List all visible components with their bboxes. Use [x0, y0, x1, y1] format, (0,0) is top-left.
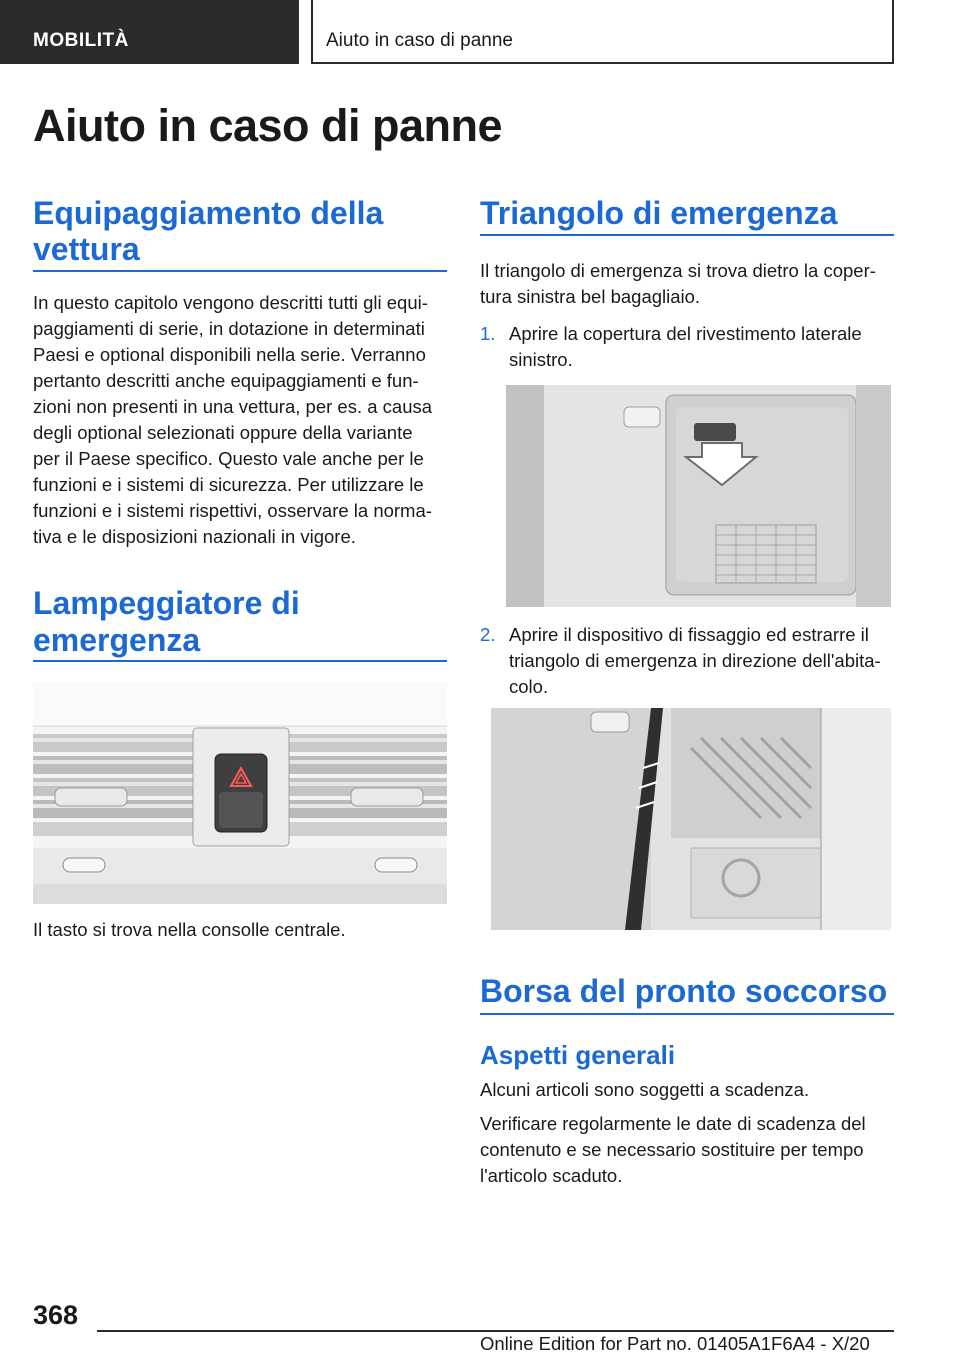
footer-rule: [97, 1330, 894, 1332]
first-aid-paragraph-2: contenuto e se necessario sostituire per tempo: [480, 1139, 864, 1160]
header-section-tab: [0, 0, 299, 64]
section-rule: [480, 234, 894, 236]
header-chapter-label: Aiuto in caso di panne: [326, 30, 513, 51]
step-1-text: sinistro.: [509, 349, 573, 370]
triangle-intro-line: Il triangolo di emergenza si trova dietro la coper‐: [480, 260, 876, 281]
equipment-line: Paesi e optional disponibili nella serie. Verranno: [33, 344, 426, 365]
triangle-removal-illustration: [491, 708, 891, 930]
header-chapter-tab: [311, 0, 894, 64]
first-aid-paragraph-1: Alcuni articoli sono soggetti a scadenza.: [480, 1079, 810, 1100]
subsection-title-general: Aspetti generali: [480, 1040, 676, 1070]
equipment-line: paggiamenti di serie, in dotazione in determinati: [33, 318, 425, 339]
section-title-first-aid: Borsa del pronto soccorso: [480, 973, 888, 1009]
hazard-caption: Il tasto si trova nella consolle centrale.: [33, 919, 346, 940]
step-2-text: colo.: [509, 676, 549, 697]
equipment-line: pertanto descritti anche equipaggiamenti e fun‐: [33, 370, 419, 391]
equipment-line: funzioni e i sistemi di sicurezza. Per utilizzare le: [33, 474, 424, 495]
step-2-number: 2.: [480, 624, 496, 645]
header-section-label: MOBILITÀ: [33, 30, 129, 51]
section-rule: [480, 1013, 894, 1015]
section-rule: [33, 660, 447, 662]
equipment-line: degli optional selezionati oppure della variante: [33, 422, 413, 443]
triangle-intro-line: tura sinistra bel bagagliaio.: [480, 286, 701, 307]
section-rule: [33, 270, 447, 272]
section-title-equipment-2: vettura: [33, 231, 140, 267]
step-1-number: 1.: [480, 323, 496, 344]
first-aid-paragraph-2: Verificare regolarmente le date di scadenza del: [480, 1113, 866, 1134]
step-2-text: triangolo di emergenza in direzione dell'abita‐: [509, 650, 881, 671]
footer-edition: Online Edition for Part no. 01405A1F6A4 - X/20: [480, 1333, 870, 1354]
step-1-text: Aprire la copertura del rivestimento laterale: [509, 323, 862, 344]
section-title-hazard-2: emergenza: [33, 622, 201, 658]
section-title-triangle: Triangolo di emergenza: [480, 195, 838, 231]
equipment-line: zioni non presenti in una vettura, per es. a causa: [33, 396, 433, 417]
first-aid-paragraph-2: l'articolo scaduto.: [480, 1165, 623, 1186]
step-2-text: Aprire il dispositivo di fissaggio ed estrarre il: [509, 624, 869, 645]
equipment-line: per il Paese specifico. Questo vale anche per le: [33, 448, 424, 469]
section-title-equipment-1: Equipaggiamento della: [33, 195, 384, 231]
equipment-line: In questo capitolo vengono descritti tutti gli equi‐: [33, 292, 428, 313]
hazard-switch-illustration: [33, 682, 447, 904]
equipment-line: tiva e le disposizioni nazionali in vigore.: [33, 526, 356, 547]
page-title: Aiuto in caso di panne: [33, 100, 503, 151]
section-title-hazard-1: Lampeggiatore di: [33, 585, 300, 621]
equipment-line: funzioni e i sistemi rispettivi, osservare la norma‐: [33, 500, 432, 521]
page-number: 368: [33, 1300, 79, 1330]
trunk-cover-illustration: [506, 385, 891, 607]
